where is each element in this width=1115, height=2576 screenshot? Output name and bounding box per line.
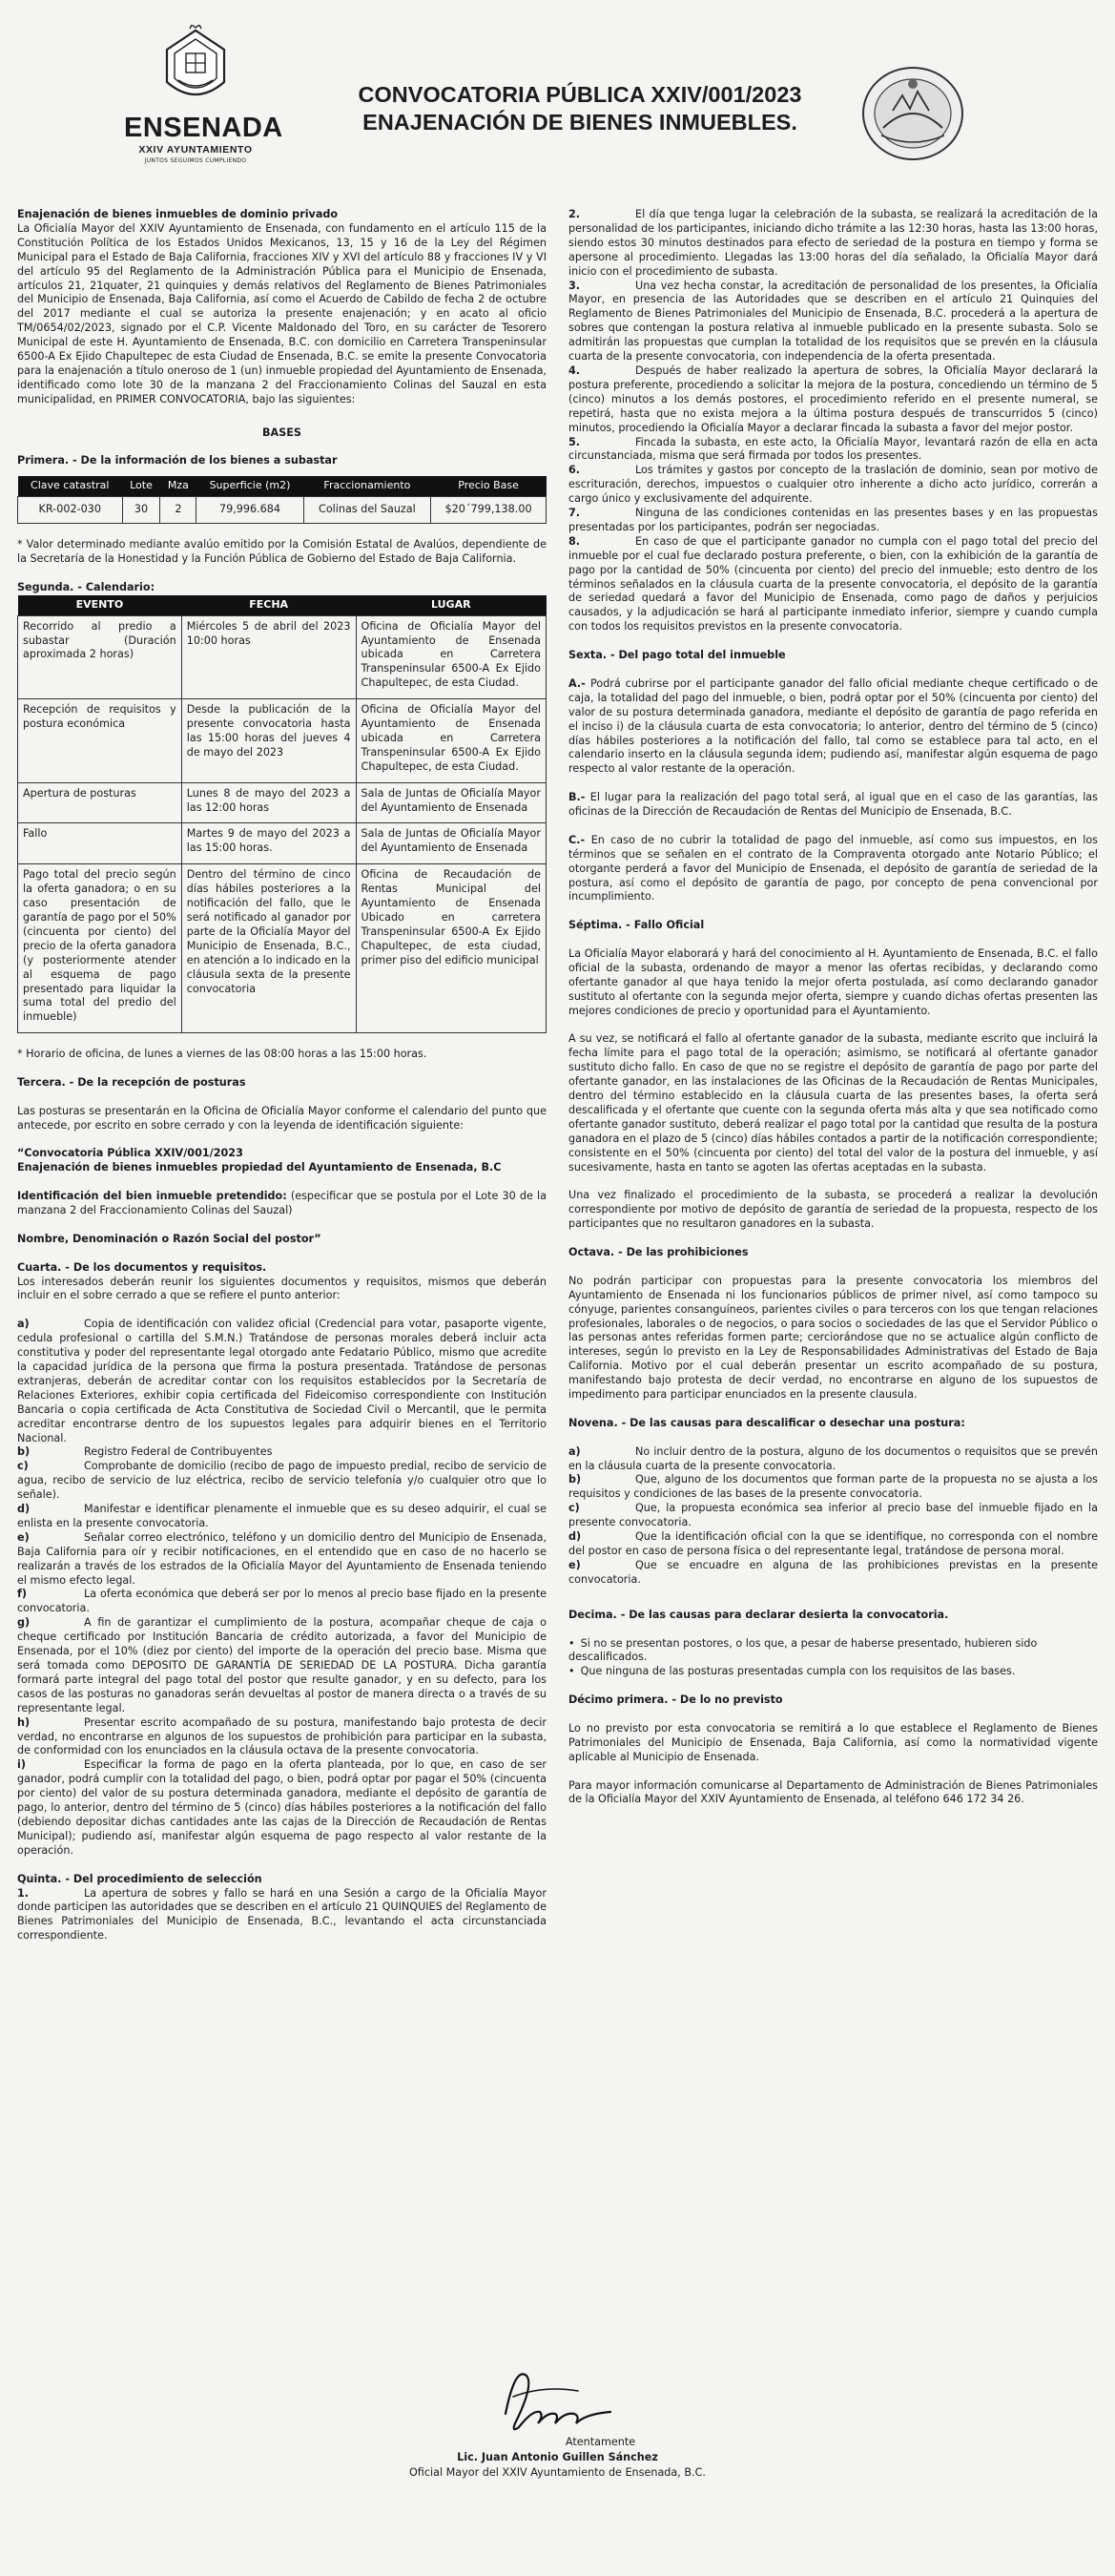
item-text: Después de haber realizado la apertura de sobres, la Oficialía Mayor declarará la postura preferente, procediendo a solicitar la mejora de la postura, concediendo un término de 5 (cinco) minutos a los demás postores, el procedimiento referido en el presente numeral, se repetirá, hasta que no exista mejora a la última postura después de transcurridos 5 (cinco) minutos, procediendo la Oficialía Mayor a declarar fincada la subasta a favor del mejor postor. xyxy=(568,364,1098,434)
item-text: No incluir dentro de la postura, alguno de los documentos o requisitos que se prevén en la cláusula cuarta de la presente convocatoria. xyxy=(568,1444,1098,1472)
list-item xyxy=(17,1716,547,1759)
sexta-paragraph-b xyxy=(568,791,1098,820)
table-cell: KR-002-030 xyxy=(18,497,123,524)
table-cell: Miércoles 5 de abril del 2023 10:00 horas xyxy=(181,615,356,699)
table-row xyxy=(18,823,547,864)
table-header: EVENTO xyxy=(18,595,182,615)
list-item xyxy=(568,1530,1098,1559)
list-item xyxy=(17,1588,547,1616)
table-cell: Recepción de requisitos y postura económica xyxy=(18,699,182,783)
bases-heading: BASES xyxy=(262,426,301,439)
list-item xyxy=(17,1503,547,1531)
table-cell: Apertura de posturas xyxy=(18,782,182,823)
item-text: Los trámites y gastos por concepto de la traslación de dominio, sean por motivo de escrituración, derechos, impuestos o cualquier otro inherente a dicho acto jurídico, correrán a cargo único y exclusivamente del adquirente. xyxy=(568,464,1098,506)
ensenada-logo xyxy=(124,25,283,164)
item-key: d) xyxy=(568,1530,582,1544)
table-header: Lote xyxy=(122,476,160,496)
item-text: Que se encuadre en alguna de las prohibiciones previstas en la presente convocatoria. xyxy=(568,1558,1098,1586)
item-text: En caso de que el participante ganador no cumpla con el pago total del precio del inmueble por el cual fue declarado postura preferente, o bien, con la exhibición de la garantía de pago por la cantidad de 50% (cincuenta por ciento) del precio del inmueble; esto dentro de los términos señalados en la cláusula cuarta de la presente convocatoria, el depósito de la garantía de seriedad quedará a favor del Municipio de Ensenada, como pago de daños y perjuicios causados, y la adjudicación se hará al participante inmediato inferior, siempre y cuando cumpla con todos los requisitos previstos en la presente convocatoria. xyxy=(568,534,1098,634)
list-item: • Si no se presentan postores, o los que, a pesar de haberse presentado, hubieren sido descalificados. xyxy=(568,1637,1098,1666)
table-cell: Sala de Juntas de Oficialía Mayor del Ayuntamiento de Ensenada xyxy=(356,823,546,864)
item-key: f) xyxy=(17,1588,27,1601)
table-cell: Colinas del Sauzal xyxy=(303,497,431,524)
septima-paragraph-3: Una vez finalizado el procedimiento de la subasta, se procederá a realizar la devolución correspondiente por motivo de depósito de garantía de seriedad de la propuesta, respecto de los participantes que no resultaron ganadores en la subasta. xyxy=(568,1189,1098,1231)
segunda-heading: Segunda. - Calendario: xyxy=(17,580,155,593)
item-key: 2. xyxy=(568,208,581,220)
item-key: 1. xyxy=(17,1886,30,1900)
primera-heading: Primera. - De la información de los bienes a subastar xyxy=(17,454,338,467)
decima-primera-heading: Décimo primera. - De lo no previsto xyxy=(568,1693,783,1707)
clause-text: Podrá cubrirse por el participante ganador del fallo oficial mediante cheque certificado o de caja, la totalidad del pago del inmueble, o bien, podrá optar por el 50% (cincuenta por ciento) del valor de su postura determinada ganadora, mediante el depósito de garantía de pago referida en el inciso i) de la cláusula cuarta de esta convocatoria; lo anterior, dentro del término de 5 (cinco) días hábiles posteriores a la notificación del fallo, tal como se establece para tal acto, en el calendario inserto en la cláusula segunda idem; pudiendo así, manifestar algún esquema de pago respecto al valor restante de la operación. xyxy=(568,676,1098,776)
list-item xyxy=(568,535,1098,634)
clause-letter: B.- xyxy=(568,791,590,804)
contact-paragraph: Para mayor información comunicarse al Departamento de Administración de Bienes Patrimoniales de la Oficialía Mayor del XXIV Ayuntamiento de Ensenada, al teléfono 646 172 34 26. xyxy=(568,1778,1098,1806)
clause-letter: A.- xyxy=(568,676,591,690)
list-item xyxy=(568,1502,1098,1530)
table-header: Precio Base xyxy=(431,476,547,496)
ensenada-crest-icon xyxy=(157,25,234,107)
item-text: La oferta económica que deberá ser por lo menos al precio base fijado en la presente convocatoria. xyxy=(17,1588,547,1615)
item-key: 8. xyxy=(568,534,581,548)
document-body xyxy=(17,208,1098,2576)
intro-paragraph: La Oficialía Mayor del XXIV Ayuntamiento de Ensenada, con fundamento en el artículo 115 de la Constitución Política de los Estados Unidos Mexicanos, 13, 15 y 16 de la Ley del Régimen Municipal para el Estado de Baja California, fracciones XIV y XVI del artículo 88 y fracciones IV y VI del artículo 95 del Reglamento de la Administración Pública para el Municipio de Ensenada, artículos 21, 21quater, 21 quinquies y demás relativos del Reglamento de Bienes Patrimoniales del Municipio de Ensenada, Baja California, así como el Acuerdo de Cabildo de fecha 2 de octubre del 2017 mediante el cual se autoriza la presente enajenación; y en acato al oficio TM/0654/02/2023, signado por el C.P. Vicente Maldonado del Toro, en su carácter de Tesorero Municipal de este H. Ayuntamiento de Ensenada, B.C. con domicilio en Carretera Transpeninsular 6500-A Ex Ejido Chapultepec de esta Ciudad de Ensenada, B.C. se emite la presente Convocatoria para la enajenación a título oneroso de 1 (un) inmueble propiedad del Ayuntamiento de Ensenada, identificado como lote 30 de la manzana 2 del Fraccionamiento Colinas del Sauzal en esta municipalidad, en PRIMER CONVOCATORIA, bajo las siguientes: xyxy=(17,221,547,405)
list-item xyxy=(17,1887,547,1944)
cuarta-heading: Cuarta. - De los documentos y requisitos. xyxy=(17,1260,267,1274)
item-key: 4. xyxy=(568,364,581,377)
signer-role: Oficial Mayor del XXIV Ayuntamiento de Ensenada, B.C. xyxy=(409,2466,706,2479)
list-item xyxy=(568,208,1098,280)
table-cell: Oficina de Oficialía Mayor del Ayuntamiento de Ensenada ubicada en Carretera Transpeninsular 6500-A Ex Ejido Chapultepec, de esta Ciudad. xyxy=(356,699,546,783)
postor-name-label: Nombre, Denominación o Razón Social del postor” xyxy=(17,1232,321,1245)
list-item xyxy=(17,1758,547,1858)
sexta-paragraph-a xyxy=(568,677,1098,777)
table-cell: Dentro del término de cinco días hábiles posteriores a la notificación del fallo, que le será notificado al ganador por parte de la Oficialía Mayor del Municipio de Ensenada, B.C., en atención a lo indicado en la cláusula sexta de la presente convocatoria xyxy=(181,864,356,1033)
calendar-table xyxy=(17,595,547,1034)
table-header: LUGAR xyxy=(356,595,546,615)
item-text: Señalar correo electrónico, teléfono y un domicilio dentro del Municipio de Ensenada, Baja California para oír y recibir notificaciones, en el entendido que en caso de no hacerlo se realizarán a través de los estrados de la Oficialía Mayor del Ayuntamiento de Ensenada teniendo el mismo efecto legal. xyxy=(17,1530,547,1587)
octava-paragraph: No podrán participar con propuestas para la presente convocatoria los miembros del Ayuntamiento de Ensenada ni los funcionarios públicos de primer nivel, así como tampoco su cónyuge, parientes consanguíneos, parientes civiles o para terceros con los que tengan relaciones profesionales, laborales o de negocios, o para socios o sociedades de las que el Servidor Público o las personas antes referidas formen parte; cerciorándose que no se actualice algún conflicto de intereses, según lo previsto en la Ley de Responsabilidades Administrativas del Estado de Baja California. Motivo por el cual deberán presentar un escrito acompañado de su postura, manifestando bajo protesta de decir verdad, no encontrarse en alguno de los supuestos de impedimento para participar enunciados en la presente clausula. xyxy=(568,1274,1098,1402)
item-key: a) xyxy=(17,1318,30,1331)
list-item xyxy=(568,364,1098,436)
list-item xyxy=(17,1318,547,1445)
table-cell: Pago total del precio según la oferta ganadora; o en su caso presentación de garantía de pago por el 50% (cincuenta por ciento) del precio de la oferta ganadora (y posteriormente atender al esquema de pago presentado para liquidar la suma total del predio del inmueble) xyxy=(18,864,182,1033)
list-item xyxy=(17,1616,547,1715)
table-header: Clave catastral xyxy=(18,476,123,496)
identification-label: Identificación del bien inmueble pretendido: xyxy=(17,1190,287,1203)
list-item xyxy=(568,436,1098,465)
brand-subtitle: XXIV AYUNTAMIENTO xyxy=(138,144,253,156)
item-text: El día que tenga lugar la celebración de la subasta, se realizará la acreditación de la personalidad de los participantes, iniciando dicho trámite a las 12:30 horas, hasta las 13:00 horas, siendo estos 30 minutos destinados para efecto de seriedad de la postura en tiempo y forma se apersone al procedimiento. Llegadas las 13:00 horas del día señalado, la Oficialía Mayor dará inicio con el procedimiento de subasta. xyxy=(568,208,1098,278)
item-key: e) xyxy=(17,1530,30,1544)
item-key: d) xyxy=(17,1503,31,1516)
office-hours-note: * Horario de oficina, de lunes a viernes de las 08:00 horas a las 15:00 horas. xyxy=(17,1048,427,1061)
octava-heading: Octava. - De las prohibiciones xyxy=(568,1246,749,1259)
septima-paragraph-1: La Oficialía Mayor elaborará y hará del conocimiento al H. Ayuntamiento de Ensenada, B.C. el fallo oficial de la subasta, ordenando de mayor a menor las ofertas recibidas, y declarando como ofertante ganador al que haya tenido la mejor oferta postulada, así como declarando ganador sustituto al ofertante con la segunda mejor oferta, siempre y cuando dichas ofertas presenten las mejores condiciones de precio y oportunidad para el Ayuntamiento. xyxy=(568,947,1098,1017)
item-text: Que, alguno de los documentos que forman parte de la propuesta no se ajusta a los requisitos y condiciones de las bases de la presente convocatoria. xyxy=(568,1473,1098,1501)
document-title xyxy=(332,81,828,136)
item-key: i) xyxy=(17,1758,26,1772)
table-cell: Desde la publicación de la presente convocatoria hasta las 15:00 horas del jueves 4 de mayo del 2023 xyxy=(181,699,356,783)
list-item xyxy=(17,1531,547,1589)
property-table xyxy=(17,476,547,524)
item-text: Registro Federal de Contribuyentes xyxy=(84,1445,273,1459)
disqualification-list xyxy=(568,1445,1098,1588)
list-item xyxy=(17,1460,547,1503)
item-key: g) xyxy=(17,1616,31,1630)
item-key: 6. xyxy=(568,464,581,477)
item-text: Que la identificación oficial con la que se identifique, no corresponda con el nombre del postor en caso de persona física o del representante legal, tratándose de persona moral. xyxy=(568,1530,1098,1557)
closing-salutation: Atentamente xyxy=(565,2436,636,2448)
table-row xyxy=(18,782,547,823)
clause-letter: C.- xyxy=(568,833,591,846)
brand-tagline: JUNTOS SEGUIMOS CUMPLIENDO xyxy=(144,157,247,164)
item-text: Que, la propuesta económica sea inferior al precio base del inmueble fijado en la presente convocatoria. xyxy=(568,1502,1098,1529)
convocatoria-label-line-2: Enajenación de bienes inmuebles propiedad del Ayuntamiento de Ensenada, B.C xyxy=(17,1161,502,1174)
item-text: Fincada la subasta, en este acto, la Oficialía Mayor, levantará razón de ella en acta circunstanciada, misma que será firmada por todos los presentes. xyxy=(568,435,1098,463)
table-cell: Recorrido al predio a subastar (Duración aproximada 2 horas) xyxy=(18,615,182,699)
item-text: La apertura de sobres y fallo se hará en una Sesión a cargo de la Oficialía Mayor donde participen las autoridades que se describen en el artículo 21 QUINQUIES del Reglamento de Bienes Patrimoniales del Municipio de Ensenada, B.C., levantando el acta circunstanciada correspondiente. xyxy=(17,1886,547,1942)
sexta-paragraph-c xyxy=(568,834,1098,905)
item-key: 5. xyxy=(568,435,581,448)
table-cell: Oficina de Recaudación de Rentas Municipal del Ayuntamiento de Ensenada Ubicado en carretera Transpeninsular 6500-A Ex Ejido Chapultepec, de esta ciudad, primer piso del edificio municipal xyxy=(356,864,546,1033)
signer-name: Lic. Juan Antonio Guillen Sánchez xyxy=(457,2451,658,2463)
list-item xyxy=(17,1445,547,1460)
sexta-heading: Sexta. - Del pago total del inmueble xyxy=(568,649,786,662)
item-text: Manifestar e identificar plenamente el inmueble que es su deseo adquirir, el cual se enlista en la presente convocatoria. xyxy=(17,1503,547,1529)
item-text: Copia de identificación con validez oficial (Credencial para votar, pasaporte vigente, cedula profesional o cartilla del S.M.N.) Tratándose de personas morales deberá incluir acta constitutiva y poder del representante legal otorgado ante Fedatario Público, mismo que acredite la capacidad jurídica de la persona que firma la postura presentada. Tratándose de personas extranjeras, deberán de acreditar contar con los requisitos establecidos por la Secretaría de Relaciones Exteriores, exhibir copia certificada del Fideicomiso correspondiente con Institución Bancaria o copia certificada de Acta Constitutiva de Sociedad Civil o Mercantil, que le permita acreditar encontrarse dentro de los supuestos legales para adquirir bienes en el Territorio Nacional. xyxy=(17,1318,547,1444)
item-key: c) xyxy=(17,1460,29,1473)
table-cell: $20´799,138.00 xyxy=(431,497,547,524)
clause-text: En caso de no cubrir la totalidad de pago del inmueble, así como sus impuestos, en los términos que se señalen en el contrato de la Compraventa otorgado ante Notario Público; el otorgante perderá a favor del Municipio de Ensenada, el depósito de garantía de seriedad de la postura, así como el depósito de garantía de pago, por concepto de pena convencional por incumplimiento. xyxy=(568,833,1099,904)
title-line-2: ENAJENACIÓN DE BIENES INMUEBLES. xyxy=(362,110,797,135)
item-text: A fin de garantizar el cumplimiento de la postura, acompañar cheque de caja o cheque certificado por Institución Bancaria de crédito autorizada, a favor del Municipio de Ensenada, por el 10% (diez por ciento) del importe de la operación del precio base. Misma que será tomada como DEPOSITO DE GARANTÍA DE SERIEDAD DE LA POSTURA. Dicha garantía formará parte integral del pago total del postor que resulte ganador, y en su defecto, para los casos de las posturas no ganadoras serán devueltas al postor de manera directa o a través de su representante legal. xyxy=(17,1616,547,1714)
table-cell: 2 xyxy=(160,497,196,524)
item-key: 3. xyxy=(568,279,581,292)
signature-icon xyxy=(486,2357,639,2439)
item-key: e) xyxy=(568,1558,581,1571)
tercera-heading: Tercera. - De la recepción de posturas xyxy=(17,1075,246,1089)
convocatoria-label-line-1: “Convocatoria Pública XXIV/001/2023 xyxy=(17,1147,243,1160)
table-header: Fraccionamiento xyxy=(303,476,431,496)
list-item xyxy=(568,1559,1098,1588)
table-header: Superficie (m2) xyxy=(196,476,303,496)
table-cell: Oficina de Oficialía Mayor del Ayuntamiento de Ensenada ubicada en Carretera Transpeninsular 6500-A Ex Ejido Chapultepec, de esta Ciudad. xyxy=(356,615,546,699)
document-header xyxy=(17,0,1098,208)
right-column xyxy=(568,208,1098,1807)
table-row xyxy=(18,615,547,699)
decima-primera-paragraph: Lo no previsto por esta convocatoria se remitirá a lo que establece el Reglamento de Bienes Patrimoniales del Municipio de Ensenada, Baja California, así como la normatividad vigente aplicable al Municipio de Ensenada. xyxy=(568,1721,1098,1763)
tercera-paragraph: Las posturas se presentarán en la Oficina de Oficialía Mayor conforme el calendario del punto que antecede, por escrito en sobre cerrado y con la leyenda de identificación siguiente: xyxy=(17,1104,547,1132)
septima-paragraph-2: A su vez, se notificará el fallo al ofertante ganador de la subasta, mediante escrito que incluirá la fecha límite para el pago total de la operación; asimismo, se notificará al ofertante ganador sustituto dicho fallo. En caso de que no se registre el depósito de garantía de pago por parte del ofertante ganador, en las instalaciones de las Oficinas de la Recaudación de Rentas Municipales, dentro del término establecido en la cláusula cuarta de las presentes bases, la oferta será descalificada y el ofertante que cuente con la segunda oferta más alta y que sea notificado como ofertante ganador sustituto, deberá realizar el pago total por la cantidad que resulta de la postura ganadora en el plazo de 5 (cinco) días hábiles contados a partir de la notificación correspondiente; consistente en el 50% (cincuenta por ciento) del total del valor de la postura del inmueble, y así sucesivamente, hasta en tanto se agoten las ofertas aceptadas en la subasta. xyxy=(568,1032,1098,1174)
item-key: h) xyxy=(17,1715,31,1729)
table-cell: 79,996.684 xyxy=(196,497,303,524)
quinta-heading: Quinta. - Del procedimiento de selección xyxy=(17,1872,262,1885)
list-item xyxy=(568,507,1098,535)
table-header: Mza xyxy=(160,476,196,496)
table-row xyxy=(18,699,547,783)
list-item xyxy=(568,280,1098,364)
list-item: • Que ninguna de las posturas presentadas cumpla con los requisitos de las bases. xyxy=(568,1665,1098,1679)
table-cell: Sala de Juntas de Oficialía Mayor del Ayuntamiento de Ensenada xyxy=(356,782,546,823)
novena-heading: Novena. - De las causas para descalificar o desechar una postura: xyxy=(568,1416,965,1429)
identification-text: (especificar que se postula por el Lote 30 de la manzana 2 del Fraccionamiento Colinas del Sauzal) xyxy=(17,1190,547,1217)
list-item xyxy=(568,1473,1098,1502)
item-key: a) xyxy=(568,1444,581,1458)
item-text: Comprobante de domicilio (recibo de pago de impuesto predial, recibo de servicio de agua, recibo de servicio de luz eléctrica, recibo de servicio telefonía y/o cualquier otro que lo señale). xyxy=(17,1460,547,1502)
item-text: Ninguna de las condiciones contenidas en las presentes bases y en las propuestas presentadas por los participantes, podrán ser negociadas. xyxy=(568,507,1098,533)
signature-block xyxy=(0,2435,1115,2481)
cuarta-paragraph: Los interesados deberán reunir los siguientes documentos y requisitos, mismos que deberán incluir en el sobre cerrado a que se refiere el punto anterior: xyxy=(17,1275,547,1302)
table-row xyxy=(18,497,547,524)
title-line-1: CONVOCATORIA PÚBLICA XXIV/001/2023 xyxy=(358,82,802,107)
valuation-note: * Valor determinado mediante avalúo emitido por la Comisión Estatal de Avalúos, dependiente de la Secretaría de la Honestidad y la Función Pública de Gobierno del Estado de Baja California. xyxy=(17,538,547,565)
item-text: Presentar escrito acompañado de su postura, manifestando bajo protesta de decir verdad, no encontrarse en algunos de los supuestos de prohibición para participar en la subasta, de conformidad con los enunciados en la cláusula octava de la presente convocatoria. xyxy=(17,1715,547,1757)
table-row xyxy=(18,864,547,1033)
item-key: 7. xyxy=(568,507,581,520)
septima-heading: Séptima. - Fallo Oficial xyxy=(568,919,705,932)
municipal-seal-icon xyxy=(855,61,971,166)
identification-paragraph xyxy=(17,1190,547,1218)
table-cell: Lunes 8 de mayo del 2023 a las 12:00 horas xyxy=(181,782,356,823)
item-key: b) xyxy=(17,1445,31,1459)
table-header: FECHA xyxy=(181,595,356,615)
item-key: c) xyxy=(568,1502,580,1515)
desierta-list xyxy=(568,1637,1098,1680)
brand-name: ENSENADA xyxy=(124,113,283,143)
section-heading: Enajenación de bienes inmuebles de dominio privado xyxy=(17,208,339,220)
left-column xyxy=(17,208,547,1943)
decima-heading: Decima. - De las causas para declarar desierta la convocatoria. xyxy=(568,1608,949,1621)
table-cell: Fallo xyxy=(18,823,182,864)
item-text: Especificar la forma de pago en la oferta planteada, por lo que, en caso de ser ganador, podrá cumplir con la totalidad del pago, o bien, podrá optar por pagar el 50% (cincuenta por ciento) del valor de su postura determinada ganadora, mediante el depósito de garantía de pago, lo anterior, dentro del término de 5 (cinco) días hábiles posteriores a la notificación del fallo (debiendo depositar dichas cantidades ante las cajas de la Dirección de Recaudación de Rentas Municipal); pudiendo así, manifestar algún esquema de pago respecto al valor restante de la operación. xyxy=(17,1758,547,1857)
table-cell: 30 xyxy=(122,497,160,524)
item-text: Una vez hecha constar, la acreditación de personalidad de los presentes, la Oficialía Mayor, en presencia de las Autoridades que se describen en el artículo 21 Quinquies del Reglamento de Bienes Patrimoniales del Municipio de Ensenada, B.C. procederá a la apertura de sobres que contengan la postura relativa al inmueble publicado en la presente subasta. Solo se admitirán las propuestas que cumplan la totalidad de los requisitos que se prevén en la cláusula cuarta de la presente convocatoria, con independencia de la oferta presentada. xyxy=(568,279,1098,364)
clause-text: El lugar para la realización del pago total será, al igual que en el caso de las garantías, las oficinas de la Dirección de Recaudación de Rentas del Municipio de Ensenada, B.C. xyxy=(568,791,1098,819)
requirements-list xyxy=(17,1318,547,1858)
item-key: b) xyxy=(568,1473,582,1486)
list-item xyxy=(568,464,1098,507)
list-item xyxy=(568,1445,1098,1474)
table-cell: Martes 9 de mayo del 2023 a las 15:00 horas. xyxy=(181,823,356,864)
